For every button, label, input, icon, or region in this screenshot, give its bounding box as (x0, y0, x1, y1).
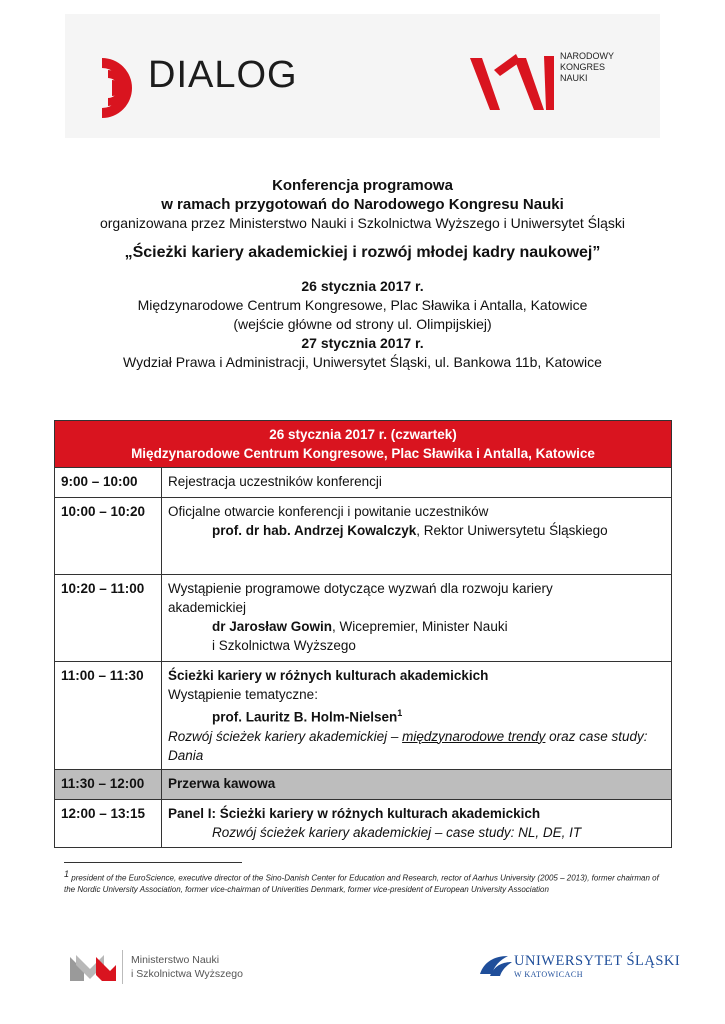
footnote-divider (64, 862, 242, 863)
speaker-name: prof. Lauritz B. Holm-Nielsen (212, 709, 398, 725)
intro-block (40, 176, 685, 372)
table-row (55, 575, 672, 662)
row-title: Ścieżki kariery w różnych kulturach akademickich (168, 668, 489, 683)
speaker-name: prof. dr hab. Andrzej Kowalczyk (212, 523, 417, 538)
mnisw-logo-icon (70, 955, 116, 981)
us-logo-text: UNIWERSYTET ŚLĄSKI (514, 953, 681, 969)
table-row (55, 799, 672, 847)
row-text: Rejestracja uczestników konferencji (162, 468, 672, 498)
footnote (64, 869, 664, 895)
note-part: Rozwój ścieżek kariery akademickiej – (168, 728, 403, 744)
schedule-venue: Międzynarodowe Centrum Kongresowe, Plac Sławika i Antalla, Katowice (131, 446, 595, 461)
table-row (55, 498, 672, 575)
dialog-logo-text: DIALOG (148, 54, 298, 96)
conference-title: Konferencja programowa (272, 177, 453, 194)
row-time: 11:30 – 12:00 (55, 769, 162, 799)
venue-2: Wydział Prawa i Administracji, Uniwersytet Śląski, ul. Bankowa 11b, Katowice (123, 354, 602, 370)
nkn-line: KONGRES (560, 62, 606, 72)
note-part: oraz case study: Dania (168, 728, 648, 763)
schedule-header-row (55, 421, 672, 468)
row-note: Rozwój ścieżek kariery akademickiej – case study: NL, DE, IT (212, 824, 582, 840)
dates-venues (40, 277, 685, 372)
row-time: 9:00 – 10:00 (55, 468, 162, 498)
us-logo-subtext: W KATOWICACH (514, 970, 584, 979)
table-row (55, 468, 672, 498)
mnisw-separator (122, 950, 123, 984)
organizers: organizowana przez Ministerstwo Nauki i Szkolnictwa Wyższego i Uniwersytet Śląski (99, 215, 626, 231)
speaker-role: , Wicepremier, Minister Nauki (332, 619, 508, 634)
row-title: Panel I: Ścieżki kariery w różnych kulturach akademickich (168, 805, 541, 821)
row-content (162, 799, 672, 847)
speaker-role: , Rektor Uniwersytetu Śląskiego (416, 523, 608, 538)
speaker-role-2: i Szkolnictwa Wyższego (212, 638, 356, 653)
row-time: 10:00 – 10:20 (55, 498, 162, 575)
row-content (162, 575, 672, 662)
speaker-line (168, 617, 665, 636)
row-text: Wystąpienie programowe dotyczące wyzwań dla rozwoju kariery akademickiej (168, 581, 553, 615)
mnisw-line: Ministerstwo Nauki (131, 954, 220, 966)
nkn-line: NARODOWY (560, 51, 614, 61)
nkn-logo-icon (470, 50, 560, 116)
footnote-mark: 1 (64, 869, 70, 879)
date-2: 27 stycznia 2017 r. (301, 335, 424, 351)
row-text: Wystąpienie tematyczne: (168, 687, 318, 702)
row-content (162, 662, 672, 770)
table-row-break (55, 769, 672, 799)
row-time: 10:20 – 11:00 (55, 575, 162, 662)
venue-1: Międzynarodowe Centrum Kongresowe, Plac Sławika i Antalla, Katowice (137, 297, 588, 313)
mnisw-logo-text (131, 953, 243, 981)
row-time: 12:00 – 13:15 (55, 799, 162, 847)
mnisw-line: i Szkolnictwa Wyższego (131, 968, 243, 980)
venue-1-note: (wejście główne od strony ul. Olimpijskiej) (233, 316, 492, 332)
date-1: 26 stycznia 2017 r. (301, 278, 424, 294)
schedule-day: 26 stycznia 2017 r. (czwartek) (269, 427, 457, 442)
footnote-text: president of the EuroScience, executive director of the Sino-Danish Center for Education and Research, rector of Aarhus University (2005 – 2013), former chairman of the Nordic University Association, former vice-chairman of Univerities Denmark, former vice-president of European University Association (64, 873, 659, 894)
nkn-logo-text (560, 51, 614, 84)
row-text: Oficjalne otwarcie konferencji i powitanie uczestników (168, 504, 489, 519)
speaker-name: dr Jarosław Gowin (212, 619, 333, 634)
row-content (162, 498, 672, 575)
table-row (55, 662, 672, 770)
conference-topic: „Ścieżki kariery akademickiej i rozwój młodej kadry naukowej” (124, 244, 601, 261)
speaker-line (168, 704, 665, 727)
conference-subtitle: w ramach przygotowań do Narodowego Kongresu Nauki (161, 196, 564, 213)
row-note (168, 727, 665, 765)
schedule-header (55, 421, 672, 468)
schedule-table (54, 420, 672, 848)
us-logo-icon (478, 952, 512, 978)
row-text: Przerwa kawowa (162, 769, 672, 799)
speaker-line (168, 521, 665, 540)
nkn-line: NAUKI (560, 73, 588, 83)
row-time: 11:00 – 11:30 (55, 662, 162, 770)
note-underlined: międzynarodowe trendy (402, 728, 546, 744)
footnote-ref: 1 (397, 708, 403, 718)
